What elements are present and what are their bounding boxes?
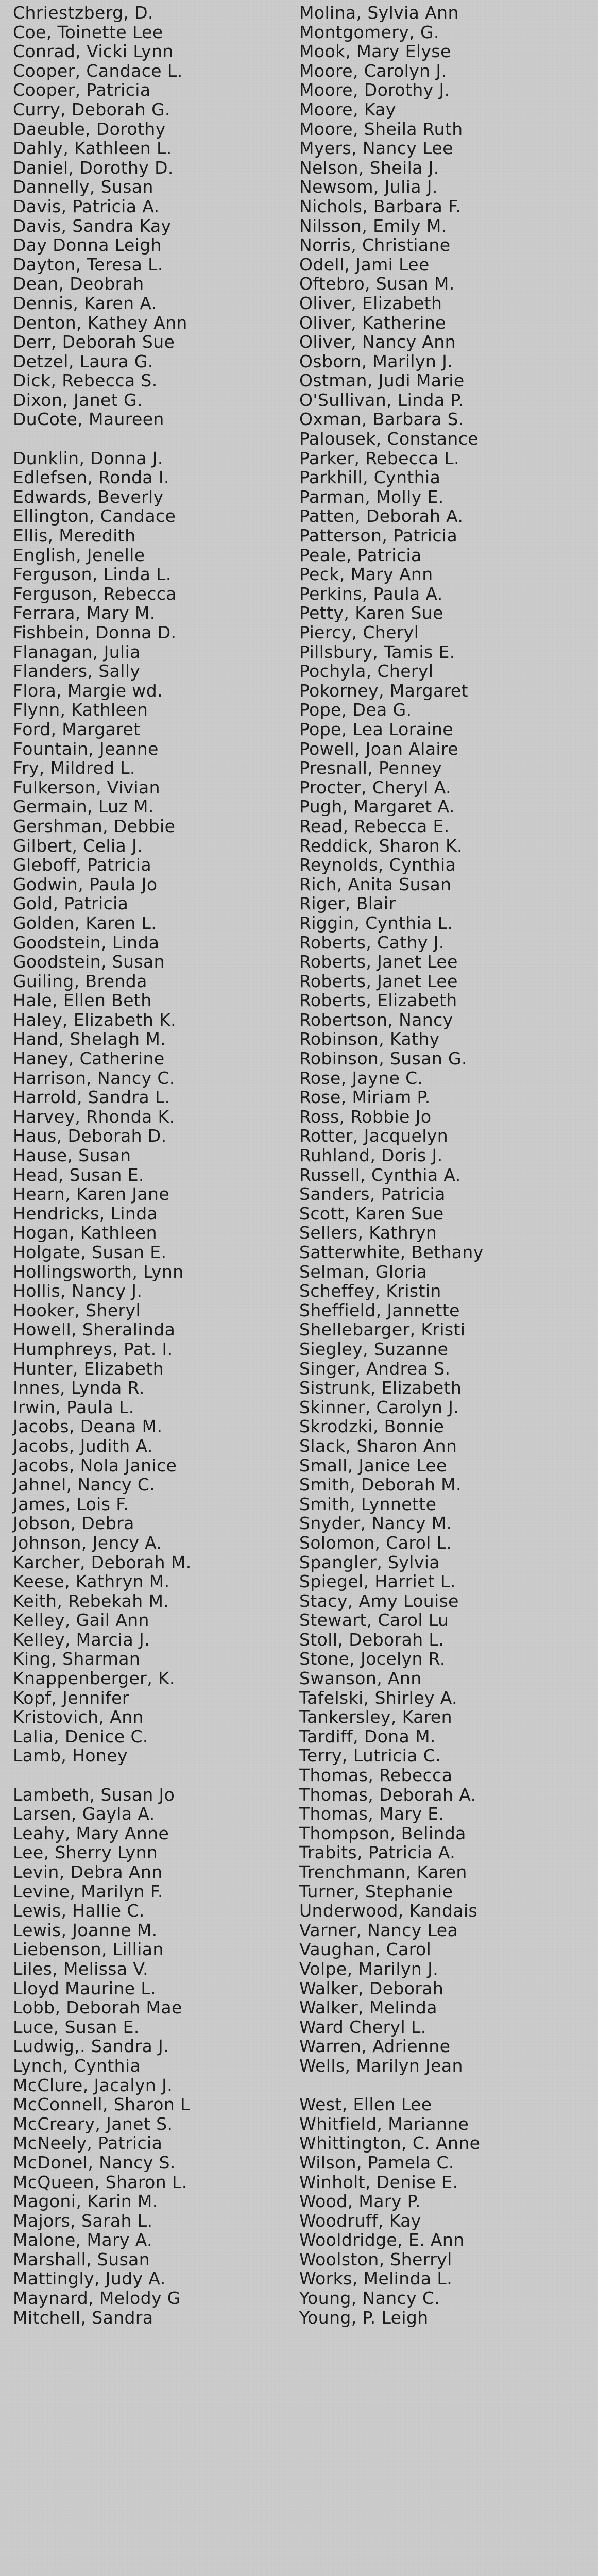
name-entry: Oftebro, Susan M.: [299, 274, 455, 294]
right-name-column: [299, 3, 588, 2327]
name-entry: Flynn, Kathleen: [13, 700, 148, 720]
name-entry: Marshall, Susan: [13, 2249, 150, 2269]
name-entry: Roberts, Janet Lee: [299, 971, 458, 991]
name-entry: Lambeth, Susan Jo: [13, 1784, 175, 1805]
name-entry: Varner, Nancy Lea: [299, 1920, 458, 1940]
name-entry: Walker, Deborah: [299, 1978, 444, 1998]
name-entry: Patterson, Patricia: [299, 526, 458, 546]
name-entry: Luce, Susan E.: [13, 2016, 140, 2037]
name-entry: Levine, Marilyn F.: [13, 1881, 163, 1902]
name-entry: Stoll, Deborah L.: [299, 1629, 445, 1650]
name-entry: Jacobs, Judith A.: [13, 1435, 153, 1456]
name-entry: Lamb, Honey: [13, 1745, 128, 1766]
name-entry: Lloyd Maurine L.: [13, 1978, 157, 1998]
name-entry: Harrison, Nancy C.: [13, 1067, 175, 1088]
name-entry: Dixon, Janet G.: [13, 389, 143, 410]
name-entry: Lalia, Denice C.: [13, 1726, 148, 1747]
name-entry: Dean, Deobrah: [13, 274, 144, 294]
name-entry: Liles, Melissa V.: [13, 1958, 149, 1979]
name-entry: Harvey, Rhonda K.: [13, 1106, 175, 1127]
name-entry: Skrodzki, Bonnie: [299, 1416, 445, 1437]
name-entry: McConnell, Sharon L: [13, 2094, 190, 2115]
name-entry: Karcher, Deborah M.: [13, 1552, 192, 1572]
name-entry: Harrold, Sandra L.: [13, 1087, 170, 1108]
name-entry: Riggin, Cynthia L.: [299, 912, 453, 933]
name-entry: Hause, Susan: [13, 1145, 131, 1166]
name-entry: Osborn, Marilyn J.: [299, 351, 453, 371]
name-entry: Roberts, Janet Lee: [299, 952, 458, 972]
name-entry: Haley, Elizabeth K.: [13, 1009, 177, 1030]
name-entry: Nilsson, Emily M.: [299, 215, 447, 236]
name-entry: Levin, Debra Ann: [13, 1862, 163, 1882]
name-entry: Satterwhite, Bethany: [299, 1242, 484, 1262]
name-entry: DuCote, Maureen: [13, 409, 164, 430]
name-entry: Dahly, Kathleen L.: [13, 138, 172, 159]
name-entry: Ward Cheryl L.: [299, 2016, 426, 2037]
name-entry: Conrad, Vicki Lynn: [13, 41, 174, 62]
name-entry: Jacobs, Deana M.: [13, 1416, 163, 1437]
name-entry: Tankersley, Karen: [299, 1707, 452, 1727]
name-entry: Head, Susan E.: [13, 1164, 144, 1185]
name-entry: King, Sharman: [13, 1649, 141, 1669]
name-entry: West, Ellen Lee: [299, 2094, 432, 2115]
name-entry: Hogan, Kathleen: [13, 1223, 157, 1243]
name-entry: Odell, Jami Lee: [299, 254, 430, 275]
name-entry: Humphreys, Pat. I.: [13, 1338, 173, 1359]
name-entry: Majors, Sarah L.: [13, 2210, 153, 2231]
name-entry: Volpe, Marilyn J.: [299, 1958, 439, 1979]
name-entry: Newsom, Julia J.: [299, 177, 438, 197]
name-entry: McDonel, Nancy S.: [13, 2152, 176, 2173]
name-entry: Small, Janice Lee: [299, 1455, 447, 1476]
name-entry: Perkins, Paula A.: [299, 583, 443, 604]
name-entry: Sanders, Patricia: [299, 1184, 446, 1205]
name-entry: Fountain, Jeanne: [13, 738, 159, 759]
name-entry: Gleboff, Patricia: [13, 855, 152, 875]
name-entry: Rose, Miriam P.: [299, 1087, 431, 1108]
name-entry: Flanagan, Julia: [13, 641, 141, 662]
name-entry: Hollingsworth, Lynn: [13, 1261, 184, 1282]
list-spacer: [13, 429, 291, 449]
name-entry: Hand, Shelagh M.: [13, 1029, 166, 1049]
name-entry: Goodstein, Susan: [13, 952, 165, 972]
name-entry: Reddick, Sharon K.: [299, 835, 463, 856]
name-entry: Jacobs, Nola Janice: [13, 1455, 177, 1476]
name-entry: Nichols, Barbara F.: [299, 196, 462, 216]
name-entry: Ross, Robbie Jo: [299, 1106, 432, 1127]
name-entry: Moore, Kay: [299, 99, 396, 120]
name-entry: Scott, Karen Sue: [299, 1203, 444, 1224]
name-entry: Magoni, Karin M.: [13, 2191, 158, 2212]
name-entry: Lynch, Cynthia: [13, 2055, 141, 2076]
name-entry: Moore, Dorothy J.: [299, 80, 450, 100]
name-entry: Oliver, Katherine: [299, 312, 446, 333]
name-entry: Hunter, Elizabeth: [13, 1358, 164, 1379]
name-entry: Tardiff, Dona M.: [299, 1726, 436, 1747]
name-entry: Presnall, Penney: [299, 758, 442, 778]
name-entry: Hollis, Nancy J.: [13, 1281, 143, 1301]
name-entry: Fry, Mildred L.: [13, 758, 135, 778]
name-entry: Pillsbury, Tamis E.: [299, 641, 455, 662]
name-entry: Coe, Toinette Lee: [13, 22, 163, 42]
name-entry: Lewis, Joanne M.: [13, 1920, 158, 1940]
name-entry: Stewart, Carol Lu: [299, 1610, 449, 1631]
name-entry: McClure, Jacalyn J.: [13, 2075, 173, 2095]
name-entry: Russell, Cynthia A.: [299, 1164, 461, 1185]
name-entry: Ferrara, Mary M.: [13, 603, 156, 623]
name-entry: Sellers, Kathryn: [299, 1223, 437, 1243]
name-entry: Powell, Joan Alaire: [299, 738, 458, 759]
name-entry: Selman, Gloria: [299, 1261, 428, 1282]
name-entry: Hale, Ellen Beth: [13, 990, 152, 1011]
name-entry: Robertson, Nancy: [299, 1009, 453, 1030]
name-entry: Haus, Deborah D.: [13, 1126, 167, 1146]
name-entry: Ford, Margaret: [13, 719, 141, 739]
name-entry: Fulkerson, Vivian: [13, 777, 160, 798]
name-entry: Smith, Lynnette: [299, 1494, 437, 1514]
name-entry: Wilson, Pamela C.: [299, 2152, 454, 2173]
name-entry: Larsen, Gayla A.: [13, 1804, 155, 1824]
name-entry: Jobson, Debra: [13, 1513, 134, 1534]
name-entry: Read, Rebecca E.: [299, 816, 450, 836]
name-entry: Young, P. Leigh: [299, 2307, 429, 2328]
name-entry: Oliver, Nancy Ann: [299, 332, 456, 352]
name-entry: O'Sullivan, Linda P.: [299, 389, 464, 410]
name-entry: Roberts, Cathy J.: [299, 932, 445, 953]
name-entry: Procter, Cheryl A.: [299, 777, 451, 798]
name-entry: Chriestzberg, D.: [13, 3, 153, 23]
name-entry: Singer, Andrea S.: [299, 1358, 451, 1379]
name-entry: Flanders, Sally: [13, 661, 141, 682]
name-entry: Wooldridge, E. Ann: [299, 2230, 465, 2250]
name-entry: Oliver, Elizabeth: [299, 293, 442, 313]
name-entry: Davis, Sandra Kay: [13, 215, 172, 236]
name-entry: Terry, Lutricia C.: [299, 1745, 441, 1766]
name-entry: Pokorney, Margaret: [299, 680, 468, 701]
name-entry: Trenchmann, Karen: [299, 1862, 467, 1882]
name-entry: Cooper, Candace L.: [13, 60, 183, 81]
name-entry: James, Lois F.: [13, 1494, 129, 1514]
name-entry: Thomas, Mary E.: [299, 1804, 445, 1824]
name-entry: Hearn, Karen Jane: [13, 1184, 170, 1205]
name-entry: Solomon, Carol L.: [299, 1532, 452, 1553]
name-entry: Thomas, Rebecca: [299, 1765, 453, 1786]
name-entry: Young, Nancy C.: [299, 2288, 440, 2309]
name-entry: English, Jenelle: [13, 545, 145, 565]
name-entry: Woodruff, Kay: [299, 2210, 421, 2231]
name-entry: Daeuble, Dorothy: [13, 118, 166, 139]
name-entry: Dick, Rebecca S.: [13, 370, 158, 391]
name-entry: Kelley, Marcia J.: [13, 1629, 150, 1650]
name-entry: Spangler, Sylvia: [299, 1552, 440, 1572]
name-entry: Gershman, Debbie: [13, 816, 176, 836]
name-entry: Kristovich, Ann: [13, 1707, 144, 1727]
name-entry: Reynolds, Cynthia: [299, 855, 456, 875]
name-entry: Fishbein, Donna D.: [13, 622, 177, 642]
name-entry: Lewis, Hallie C.: [13, 1901, 145, 1921]
name-entry: Edlefsen, Ronda I.: [13, 467, 169, 488]
name-entry: Daniel, Dorothy D.: [13, 157, 174, 178]
name-entry: Edwards, Beverly: [13, 486, 164, 507]
name-entry: Kopf, Jennifer: [13, 1687, 129, 1708]
left-name-column: [13, 3, 291, 2327]
name-entry: Mattingly, Judy A.: [13, 2268, 166, 2289]
name-entry: Parkhill, Cynthia: [299, 467, 441, 488]
name-entry: Day Donna Leigh: [13, 235, 162, 256]
name-entry: Kelley, Gail Ann: [13, 1610, 149, 1631]
name-entry: Howell, Sheralinda: [13, 1319, 176, 1340]
name-entry: Molina, Sylvia Ann: [299, 3, 459, 23]
name-entry: Rose, Jayne C.: [299, 1067, 423, 1088]
name-entry: Stacy, Amy Louise: [299, 1590, 459, 1611]
name-entry: Slack, Sharon Ann: [299, 1435, 457, 1456]
name-entry: McQueen, Sharon L.: [13, 2172, 187, 2192]
name-entry: Riger, Blair: [299, 893, 396, 914]
name-entry: Warren, Adrienne: [299, 2036, 451, 2057]
name-entry: Skinner, Carolyn J.: [299, 1397, 459, 1417]
name-entry: Whitfield, Marianne: [299, 2113, 469, 2134]
name-entry: Goodstein, Linda: [13, 932, 160, 953]
name-entry: Ellis, Meredith: [13, 526, 136, 546]
name-entry: Snyder, Nancy M.: [299, 1513, 452, 1534]
name-entry: Sheffield, Jannette: [299, 1300, 460, 1320]
name-entry: Petty, Karen Sue: [299, 603, 443, 623]
name-entry: Moore, Sheila Ruth: [299, 118, 463, 139]
name-entry: Works, Melinda L.: [299, 2268, 453, 2289]
name-entry: Parman, Molly E.: [299, 486, 444, 507]
name-entry: Flora, Margie wd.: [13, 680, 163, 701]
name-entry: Underwood, Kandais: [299, 1901, 478, 1921]
name-entry: Turner, Stephanie: [299, 1881, 453, 1902]
name-entry: Pope, Dea G.: [299, 700, 412, 720]
name-entry: Patten, Deborah A.: [299, 506, 464, 527]
name-entry: Oxman, Barbara S.: [299, 409, 464, 430]
name-entry: Walker, Melinda: [299, 1997, 437, 2018]
name-entry: Montgomery, G.: [299, 22, 439, 42]
name-entry: Ludwig,. Sandra J.: [13, 2036, 169, 2057]
name-entry: Cooper, Patricia: [13, 80, 151, 100]
name-entry: Lee, Sherry Lynn: [13, 1842, 158, 1863]
name-entry: Holgate, Susan E.: [13, 1242, 167, 1262]
name-entry: Moore, Carolyn J.: [299, 60, 447, 81]
name-entry: Lobb, Deborah Mae: [13, 1997, 182, 2018]
name-entry: Irwin, Paula L.: [13, 1397, 134, 1417]
name-entry: Robinson, Kathy: [299, 1029, 440, 1049]
name-entry: Peck, Mary Ann: [299, 564, 433, 585]
name-entry: Leahy, Mary Anne: [13, 1823, 169, 1843]
name-entry: Keith, Rebekah M.: [13, 1590, 169, 1611]
name-entry: Roberts, Elizabeth: [299, 990, 457, 1011]
name-entry: Haney, Catherine: [13, 1048, 165, 1069]
name-entry: Curry, Deborah G.: [13, 99, 170, 120]
name-entry: Johnson, Jency A.: [13, 1532, 162, 1553]
name-entry: Thompson, Belinda: [299, 1823, 466, 1843]
name-entry: Jahnel, Nancy C.: [13, 1475, 156, 1495]
list-spacer: [299, 2076, 588, 2095]
name-entry: Robinson, Susan G.: [299, 1048, 467, 1069]
name-entry: Vaughan, Carol: [299, 1939, 432, 1960]
name-entry: Hooker, Sheryl: [13, 1300, 141, 1320]
name-entry: Whittington, C. Anne: [299, 2133, 481, 2154]
name-entry: Smith, Deborah M.: [299, 1475, 462, 1495]
name-entry: Peale, Patricia: [299, 545, 422, 565]
name-entry: Dayton, Teresa L.: [13, 254, 163, 275]
name-entry: Parker, Rebecca L.: [299, 448, 460, 468]
name-entry: Swanson, Ann: [299, 1668, 422, 1689]
name-entry: Palousek, Constance: [299, 429, 479, 449]
name-entry: Siegley, Suzanne: [299, 1338, 449, 1359]
name-entry: McNeely, Patricia: [13, 2133, 163, 2154]
name-entry: Myers, Nancy Lee: [299, 138, 453, 159]
name-entry: Godwin, Paula Jo: [13, 874, 158, 894]
name-entry: Rotter, Jacquelyn: [299, 1126, 449, 1146]
name-entry: Denton, Kathey Ann: [13, 312, 187, 333]
name-entry: Germain, Luz M.: [13, 796, 154, 817]
name-entry: Shellebarger, Kristi: [299, 1319, 466, 1340]
name-entry: Ostman, Judi Marie: [299, 370, 465, 391]
name-entry: Wood, Mary P.: [299, 2191, 421, 2212]
name-entry: Thomas, Deborah A.: [299, 1784, 476, 1805]
name-entry: Dennis, Karen A.: [13, 293, 157, 313]
name-entry: Mook, Mary Elyse: [299, 41, 451, 62]
name-entry: Dannelly, Susan: [13, 177, 153, 197]
name-entry: Detzel, Laura G.: [13, 351, 153, 371]
name-entry: Ferguson, Rebecca: [13, 583, 177, 604]
name-entry: Spiegel, Harriet L.: [299, 1571, 456, 1592]
name-entry: Gilbert, Celia J.: [13, 835, 143, 856]
name-entry: Golden, Karen L.: [13, 912, 157, 933]
name-entry: Davis, Patricia A.: [13, 196, 160, 216]
list-spacer: [13, 1766, 291, 1785]
name-entry: Ruhland, Doris J.: [299, 1145, 443, 1166]
name-entry: Hendricks, Linda: [13, 1203, 158, 1224]
name-entry: Pope, Lea Loraine: [299, 719, 453, 739]
name-entry: Gold, Patricia: [13, 893, 129, 914]
name-list-columns: [13, 3, 588, 2327]
name-entry: Rich, Anita Susan: [299, 874, 452, 894]
name-entry: Tafelski, Shirley A.: [299, 1687, 458, 1708]
name-entry: Winholt, Denise E.: [299, 2172, 458, 2192]
name-entry: Malone, Mary A.: [13, 2230, 153, 2250]
name-entry: Woolston, Sherryl: [299, 2249, 452, 2269]
name-entry: Guiling, Brenda: [13, 971, 147, 991]
name-entry: Scheffey, Kristin: [299, 1281, 441, 1301]
name-entry: Wells, Marilyn Jean: [299, 2055, 463, 2076]
name-entry: Sistrunk, Elizabeth: [299, 1378, 462, 1398]
name-entry: Pugh, Margaret A.: [299, 796, 455, 817]
name-entry: Trabits, Patricia A.: [299, 1842, 456, 1863]
name-entry: Knappenberger, K.: [13, 1668, 175, 1689]
name-entry: Dunklin, Donna J.: [13, 448, 163, 468]
name-entry: Derr, Deborah Sue: [13, 332, 175, 352]
name-entry: Ferguson, Linda L.: [13, 564, 172, 585]
name-entry: Ellington, Candace: [13, 506, 176, 527]
name-entry: Piercy, Cheryl: [299, 622, 419, 642]
name-entry: Nelson, Sheila J.: [299, 157, 439, 178]
name-entry: Pochyla, Cheryl: [299, 661, 434, 682]
name-entry: Innes, Lynda R.: [13, 1378, 145, 1398]
name-entry: Stone, Jocelyn R.: [299, 1649, 446, 1669]
name-entry: Norris, Christiane: [299, 235, 451, 256]
name-entry: McCreary, Janet S.: [13, 2113, 173, 2134]
name-entry: Keese, Kathryn M.: [13, 1571, 170, 1592]
name-entry: Mitchell, Sandra: [13, 2307, 153, 2328]
name-entry: Liebenson, Lillian: [13, 1939, 164, 1960]
name-entry: Maynard, Melody G: [13, 2288, 181, 2309]
